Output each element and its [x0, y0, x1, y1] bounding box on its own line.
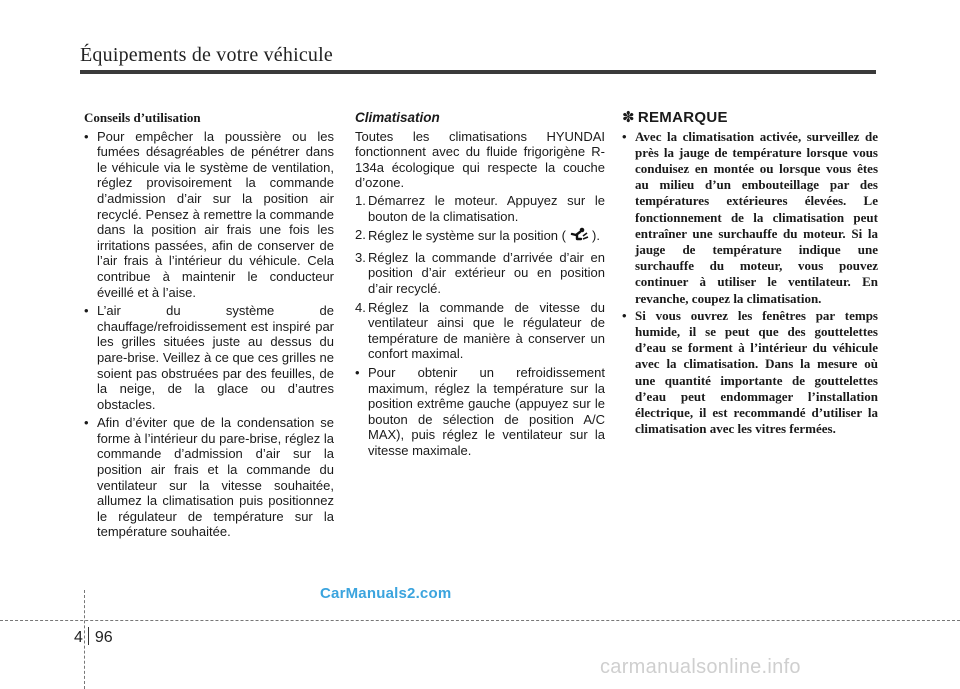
- list-item: • Si vous ouvrez les fenêtres par temps humide, il se peut que des gouttelettes d’eau se forment à l’intérieur du véhicule avec la climatisation. Dans la mesure où une quantité importante de gouttelettes d’eau peut endommager l’installation électrique, il est recommandé d’utiliser la climatisation avec les vitres fermées.: [622, 308, 878, 438]
- tips-list: [84, 129, 334, 540]
- list-item: • Pour obtenir un refroidissement maximum, réglez la température sur la position extrême gauche (appuyez sur le bouton de sélection de position A/C MAX), puis réglez le ventilateur sur la vitesse maximale.: [355, 365, 605, 459]
- chapter-number: 4: [74, 629, 83, 646]
- floor-vent-icon: [568, 227, 590, 247]
- step-text-end: ).: [591, 228, 600, 244]
- page-number: [74, 627, 113, 647]
- step-text: Démarrez le moteur. Appuyez sur le bouton de la climatisation.: [368, 192, 605, 224]
- list-item: • L’air du système de chauffage/refroidissement est inspiré par les grilles situées juste au dessus du pare-brise. Veillez à ce que ces grilles ne soient pas obstruées par des feuilles, de la neige, de la glace ou d’autres obstacles.: [84, 303, 334, 412]
- remark-title-text: REMARQUE: [637, 109, 728, 126]
- step-text: Réglez la commande de vitesse du ventilateur ainsi que le régulateur de température de manière à conserver un confort maximal.: [368, 299, 605, 362]
- step-number: 3.: [355, 249, 366, 265]
- remark-heading: [622, 110, 878, 126]
- column-climatisation: [355, 110, 605, 461]
- star-icon: ✽: [622, 109, 635, 126]
- step-item: [355, 250, 605, 297]
- step-text: Réglez le système sur la position (: [368, 228, 566, 244]
- intro-paragraph: Toutes les climatisations HYUNDAI fonctionnent avec du fluide frigorigène R-134a écologique qui respecte la couche d’ozone.: [355, 128, 605, 191]
- remark-list: [622, 129, 878, 438]
- tips-heading: Conseils d’utilisation: [84, 110, 201, 125]
- steps-list: [355, 193, 605, 362]
- list-item: • Afin d’éviter que de la condensation se forme à l’intérieur du pare-brise, réglez la commande d’admission d’air sur la position air frais et la commande du ventilateur sur la vitesse souhaitée, allumez la climatisation puis positionnez le régulateur de température sur la température souhaitée.: [84, 415, 334, 540]
- step-number: 4.: [355, 299, 366, 315]
- watermark-link[interactable]: CarManuals2.com: [320, 585, 452, 602]
- column-tips: [84, 110, 334, 543]
- column-remark: [622, 110, 878, 438]
- header-rule: [80, 70, 876, 74]
- step-item: [355, 300, 605, 362]
- page-header-title: Équipements de votre véhicule: [80, 44, 333, 66]
- list-item: • Pour empêcher la poussière ou les fumées désagréables de pénétrer dans le véhicule via le système de ventilation, réglez provisoirement la commande d’admission d’air sur la position air recyclé. Pensez à remettre la commande dans la position air frais une fois les irritations passées, afin de conserver de l’air frais à l’intérieur du véhicule. Cela contribue à maintenir le conducteur éveillé et à l’aise.: [84, 129, 334, 301]
- step-text: Réglez la commande d’arrivée d’air en position d’air extérieur ou en position d’air recyclé.: [368, 249, 605, 296]
- page-number-value: 96: [94, 629, 113, 646]
- crop-line-horizontal: [0, 620, 960, 621]
- step-number: 2.: [355, 227, 366, 243]
- climatisation-bullets: [355, 365, 605, 459]
- page-number-divider: [88, 627, 89, 645]
- section-title: Climatisation: [355, 110, 440, 125]
- step-item: [355, 227, 605, 247]
- step-number: 1.: [355, 192, 366, 208]
- list-item: • Avec la climatisation activée, surveillez de près la jauge de température lorsque vous conduisez en montée ou lorsque vous êtes au milieu d’un embouteillage par des températures extérieures élevées. Le fonctionnement de la climatisation peut entraîner une surchauffe du moteur. Si la jauge de température indique une surchauffe du moteur, vous pouvez continuer à utiliser le ventilateur. En revanche, coupez la climatisation.: [622, 129, 878, 307]
- step-item: [355, 193, 605, 224]
- footer-watermark: carmanualsonline.info: [600, 656, 801, 678]
